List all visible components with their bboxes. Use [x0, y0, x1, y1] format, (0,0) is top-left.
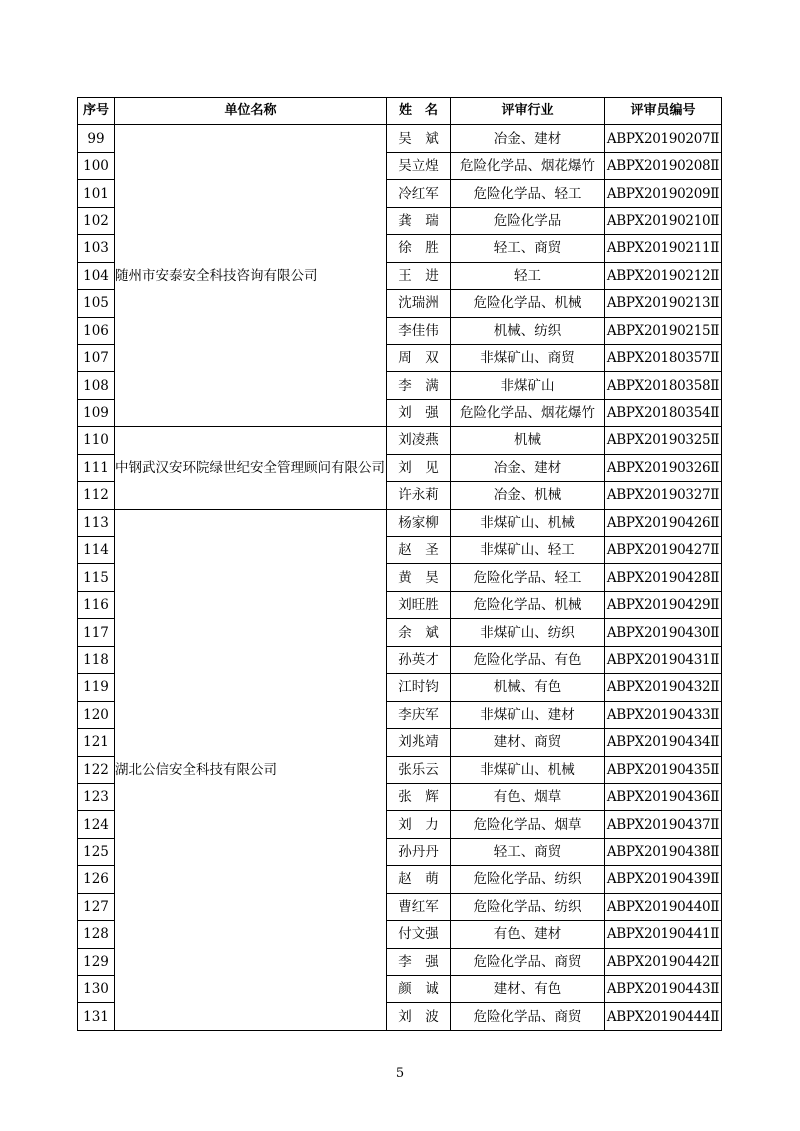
industry-cell: 冶金、建材: [451, 454, 605, 481]
seq-cell: 106: [78, 317, 115, 344]
industry-cell: 机械: [451, 427, 605, 454]
evaluator-code-cell: ABPX20190426Ⅱ: [605, 509, 722, 536]
evaluator-name-cell: 刘 力: [387, 811, 451, 838]
seq-cell: 110: [78, 427, 115, 454]
evaluator-name-cell: 颜 诚: [387, 976, 451, 1003]
industry-cell: 危险化学品、轻工: [451, 564, 605, 591]
industry-cell: 危险化学品、机械: [451, 591, 605, 618]
seq-cell: 119: [78, 674, 115, 701]
seq-cell: 100: [78, 152, 115, 179]
seq-cell: 126: [78, 866, 115, 893]
evaluator-code-cell: ABPX20190427Ⅱ: [605, 537, 722, 564]
seq-cell: 128: [78, 921, 115, 948]
industry-cell: 危险化学品、烟花爆竹: [451, 152, 605, 179]
evaluator-code-cell: ABPX20190210Ⅱ: [605, 207, 722, 234]
industry-cell: 危险化学品、商贸: [451, 948, 605, 975]
evaluator-table: [77, 97, 722, 1031]
table-row: [78, 125, 722, 152]
evaluator-name-cell: 孙丹丹: [387, 838, 451, 865]
industry-cell: 非煤矿山: [451, 372, 605, 399]
industry-cell: 非煤矿山、建材: [451, 701, 605, 728]
evaluator-code-cell: ABPX20190442Ⅱ: [605, 948, 722, 975]
seq-cell: 115: [78, 564, 115, 591]
industry-cell: 建材、有色: [451, 976, 605, 1003]
seq-cell: 112: [78, 482, 115, 509]
evaluator-name-cell: 黄 昊: [387, 564, 451, 591]
evaluator-code-cell: ABPX20190325Ⅱ: [605, 427, 722, 454]
evaluator-name-cell: 沈瑞洲: [387, 290, 451, 317]
evaluator-code-cell: ABPX20190429Ⅱ: [605, 591, 722, 618]
industry-cell: 冶金、机械: [451, 482, 605, 509]
evaluator-name-cell: 刘旺胜: [387, 591, 451, 618]
evaluator-name-cell: 杨家柳: [387, 509, 451, 536]
seq-cell: 102: [78, 207, 115, 234]
seq-cell: 118: [78, 646, 115, 673]
industry-cell: 危险化学品、烟草: [451, 811, 605, 838]
seq-cell: 105: [78, 290, 115, 317]
industry-cell: 危险化学品: [451, 207, 605, 234]
evaluator-code-cell: ABPX20180357Ⅱ: [605, 344, 722, 371]
seq-cell: 113: [78, 509, 115, 536]
industry-cell: 非煤矿山、机械: [451, 509, 605, 536]
evaluator-code-cell: ABPX20190432Ⅱ: [605, 674, 722, 701]
industry-cell: 危险化学品、有色: [451, 646, 605, 673]
table-body: [78, 125, 722, 1030]
header-name: 姓 名: [387, 98, 451, 125]
evaluator-code-cell: ABPX20190209Ⅱ: [605, 180, 722, 207]
evaluator-code-cell: ABPX20190443Ⅱ: [605, 976, 722, 1003]
evaluator-code-cell: ABPX20190434Ⅱ: [605, 729, 722, 756]
evaluator-code-cell: ABPX20190438Ⅱ: [605, 838, 722, 865]
evaluator-code-cell: ABPX20190207Ⅱ: [605, 125, 722, 152]
evaluator-code-cell: ABPX20190213Ⅱ: [605, 290, 722, 317]
industry-cell: 危险化学品、纺织: [451, 866, 605, 893]
evaluator-code-cell: ABPX20190437Ⅱ: [605, 811, 722, 838]
seq-cell: 129: [78, 948, 115, 975]
seq-cell: 101: [78, 180, 115, 207]
evaluator-name-cell: 李庆军: [387, 701, 451, 728]
evaluator-code-cell: ABPX20190212Ⅱ: [605, 262, 722, 289]
seq-cell: 108: [78, 372, 115, 399]
seq-cell: 127: [78, 893, 115, 920]
evaluator-code-cell: ABPX20190208Ⅱ: [605, 152, 722, 179]
header-seq: 序号: [78, 98, 115, 125]
evaluator-name-cell: 吴 斌: [387, 125, 451, 152]
evaluator-code-cell: ABPX20190430Ⅱ: [605, 619, 722, 646]
seq-cell: 125: [78, 838, 115, 865]
header-industry: 评审行业: [451, 98, 605, 125]
industry-cell: 危险化学品、轻工: [451, 180, 605, 207]
industry-cell: 机械、纺织: [451, 317, 605, 344]
evaluator-name-cell: 李 强: [387, 948, 451, 975]
evaluator-name-cell: 曹红军: [387, 893, 451, 920]
evaluator-name-cell: 冷红军: [387, 180, 451, 207]
evaluator-code-cell: ABPX20190436Ⅱ: [605, 783, 722, 810]
evaluator-code-cell: ABPX20190441Ⅱ: [605, 921, 722, 948]
industry-cell: 冶金、建材: [451, 125, 605, 152]
evaluator-name-cell: 刘 波: [387, 1003, 451, 1030]
evaluator-name-cell: 余 斌: [387, 619, 451, 646]
industry-cell: 有色、建材: [451, 921, 605, 948]
evaluator-code-cell: ABPX20190439Ⅱ: [605, 866, 722, 893]
evaluator-code-cell: ABPX20190435Ⅱ: [605, 756, 722, 783]
evaluator-name-cell: 张乐云: [387, 756, 451, 783]
page-number: 5: [395, 1066, 405, 1081]
table-row: [78, 509, 722, 536]
unit-name-cell: 中钢武汉安环院绿世纪安全管理顾问有限公司: [115, 427, 387, 509]
seq-cell: 131: [78, 1003, 115, 1030]
evaluator-name-cell: 张 辉: [387, 783, 451, 810]
industry-cell: 轻工、商贸: [451, 838, 605, 865]
evaluator-name-cell: 李 满: [387, 372, 451, 399]
seq-cell: 122: [78, 756, 115, 783]
industry-cell: 危险化学品、纺织: [451, 893, 605, 920]
evaluator-name-cell: 刘 见: [387, 454, 451, 481]
evaluator-code-cell: ABPX20190327Ⅱ: [605, 482, 722, 509]
evaluator-name-cell: 龚 瑞: [387, 207, 451, 234]
evaluator-code-cell: ABPX20190428Ⅱ: [605, 564, 722, 591]
industry-cell: 危险化学品、商贸: [451, 1003, 605, 1030]
seq-cell: 103: [78, 235, 115, 262]
evaluator-name-cell: 王 进: [387, 262, 451, 289]
evaluator-name-cell: 付文强: [387, 921, 451, 948]
seq-cell: 99: [78, 125, 115, 152]
evaluator-name-cell: 赵 萌: [387, 866, 451, 893]
evaluator-code-cell: ABPX20190326Ⅱ: [605, 454, 722, 481]
industry-cell: 非煤矿山、机械: [451, 756, 605, 783]
table-row: [78, 427, 722, 454]
evaluator-name-cell: 刘凌燕: [387, 427, 451, 454]
evaluator-code-cell: ABPX20190215Ⅱ: [605, 317, 722, 344]
seq-cell: 114: [78, 537, 115, 564]
unit-name-cell: 随州市安泰安全科技咨询有限公司: [115, 125, 387, 427]
evaluator-code-cell: ABPX20190433Ⅱ: [605, 701, 722, 728]
evaluator-code-cell: ABPX20180358Ⅱ: [605, 372, 722, 399]
evaluator-code-cell: ABPX20190440Ⅱ: [605, 893, 722, 920]
evaluator-name-cell: 赵 圣: [387, 537, 451, 564]
seq-cell: 109: [78, 399, 115, 426]
evaluator-name-cell: 许永莉: [387, 482, 451, 509]
evaluator-name-cell: 刘兆靖: [387, 729, 451, 756]
header-code: 评审员编号: [605, 98, 722, 125]
evaluator-name-cell: 周 双: [387, 344, 451, 371]
seq-cell: 107: [78, 344, 115, 371]
seq-cell: 121: [78, 729, 115, 756]
seq-cell: 117: [78, 619, 115, 646]
evaluator-code-cell: ABPX20190431Ⅱ: [605, 646, 722, 673]
seq-cell: 120: [78, 701, 115, 728]
seq-cell: 124: [78, 811, 115, 838]
industry-cell: 非煤矿山、轻工: [451, 537, 605, 564]
industry-cell: 有色、烟草: [451, 783, 605, 810]
unit-name-cell: 湖北公信安全科技有限公司: [115, 509, 387, 1030]
evaluator-name-cell: 李佳伟: [387, 317, 451, 344]
evaluator-name-cell: 孙英才: [387, 646, 451, 673]
industry-cell: 非煤矿山、商贸: [451, 344, 605, 371]
evaluator-code-cell: ABPX20190211Ⅱ: [605, 235, 722, 262]
evaluator-name-cell: 徐 胜: [387, 235, 451, 262]
industry-cell: 轻工、商贸: [451, 235, 605, 262]
seq-cell: 111: [78, 454, 115, 481]
evaluator-name-cell: 江时钧: [387, 674, 451, 701]
evaluator-name-cell: 刘 强: [387, 399, 451, 426]
evaluator-code-cell: ABPX20190444Ⅱ: [605, 1003, 722, 1030]
industry-cell: 危险化学品、机械: [451, 290, 605, 317]
evaluator-name-cell: 吴立煌: [387, 152, 451, 179]
seq-cell: 104: [78, 262, 115, 289]
seq-cell: 123: [78, 783, 115, 810]
header-unit: 单位名称: [115, 98, 387, 125]
evaluator-code-cell: ABPX20180354Ⅱ: [605, 399, 722, 426]
industry-cell: 建材、商贸: [451, 729, 605, 756]
industry-cell: 危险化学品、烟花爆竹: [451, 399, 605, 426]
industry-cell: 机械、有色: [451, 674, 605, 701]
industry-cell: 轻工: [451, 262, 605, 289]
seq-cell: 116: [78, 591, 115, 618]
seq-cell: 130: [78, 976, 115, 1003]
industry-cell: 非煤矿山、纺织: [451, 619, 605, 646]
table-header-row: [78, 98, 722, 125]
